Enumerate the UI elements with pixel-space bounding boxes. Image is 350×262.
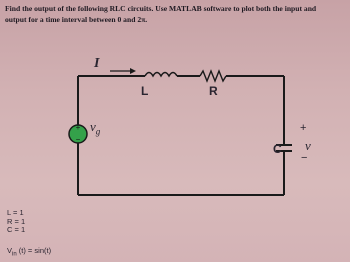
resistor-label: R	[209, 84, 218, 98]
resistor	[200, 71, 226, 81]
output-plus-sign: +	[300, 122, 307, 134]
parameter-list	[7, 209, 25, 235]
voltage-source-plus: +	[75, 123, 81, 132]
voltage-source-minus: −	[75, 135, 81, 144]
output-voltage-label: v	[305, 138, 311, 153]
current-label: I	[94, 56, 100, 71]
input-function: $V_{in}$ (t) = sin(t)	[7, 246, 52, 258]
problem-line-2: output for a time interval between 0 and 2π.	[5, 15, 148, 24]
capacitor-label: C	[273, 142, 282, 156]
param-resistance: R = 1	[7, 216, 26, 226]
param-inductance: L = 1	[7, 208, 24, 217]
problem-line-1: Find the output of the following RLC circuits. Use MATLAB software to plot both the input and	[5, 4, 317, 13]
output-minus-sign: −	[301, 152, 308, 164]
inductor-label: L	[141, 84, 149, 98]
inductor	[145, 73, 177, 77]
current-arrow-head	[130, 68, 136, 74]
param-capacitance: C = 1	[7, 225, 26, 235]
source-label: $v_g$	[90, 119, 101, 137]
